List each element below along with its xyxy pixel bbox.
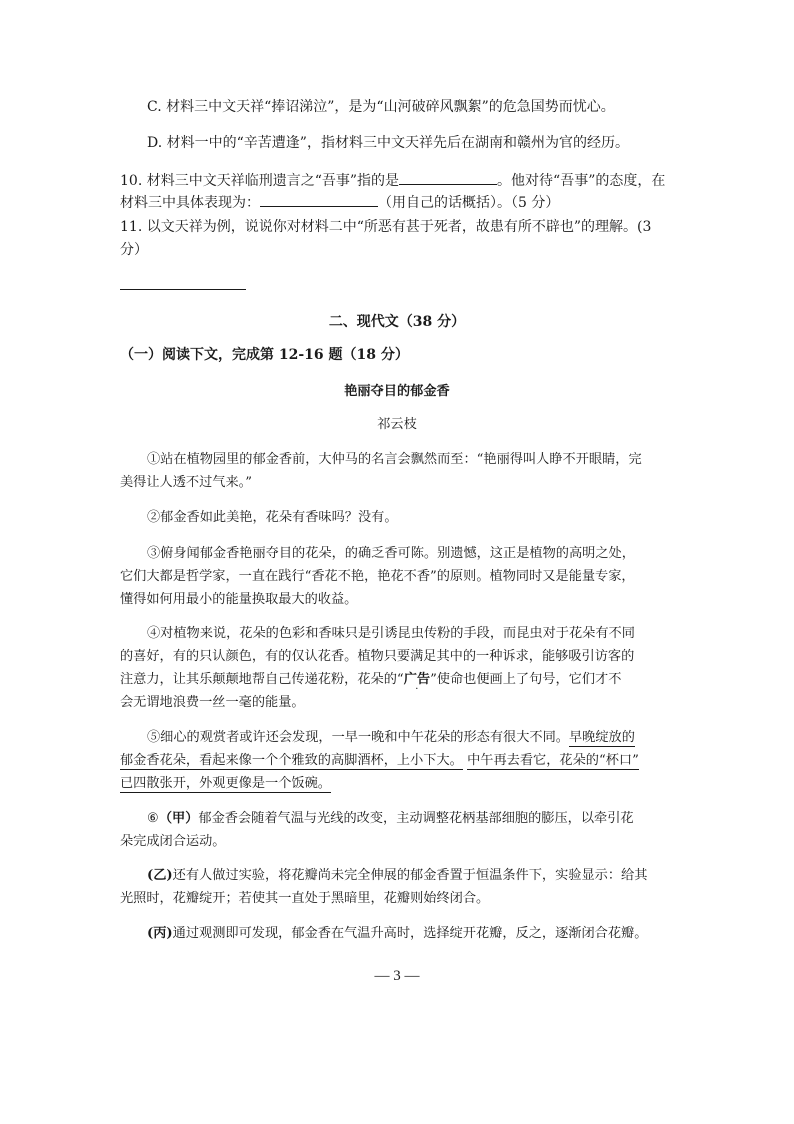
underlined-sentence: 郁金香花朵，看起来像一个个雅致的高脚酒杯，上小下大。 [120,753,463,768]
paragraph-7-line2: 光照时，花瓣绽开；若使其一直处于黑暗里，花瓣则始终闭合。 [120,891,490,906]
marker-yi: (乙) [147,868,173,883]
paragraph-4-text: 注意力，让其乐颠颠地帮自己传递花粉，花朵的“ [120,672,404,687]
paragraph-5-line2 [120,752,639,770]
question-11-line1: 11. 以文天祥为例，说说你对材料二中“所恶有甚于死者，故患有所不辟也”的理解。(3 [120,219,652,235]
section-part-heading: （一）阅读下文，完成第 12-16 题（18 分） [120,347,409,363]
underlined-sentence: 早晚绽放的 [569,730,635,745]
article-author: 祁云枝 [377,417,417,432]
underlined-sentence: 中午再去看它，花朵的“杯口” [467,753,639,768]
question-10-text: 。他对待“吾事”的态度，在 [497,173,666,189]
paragraph-5-line1 [147,729,635,747]
paragraph-5-line3 [120,775,331,793]
paragraph-7-text: 还有人做过实验，将花瓣尚未完全伸展的郁金香置于恒温条件下，实验显示：给其 [172,868,648,883]
answer-blank [260,192,378,207]
emphasis-dot: · [415,684,419,695]
paragraph-5-text: 一早一晚和中午花朵的形态有很大不同。 [331,730,569,745]
question-10-text: 10. 材料三中文天祥临刑遗言之“吾事”指的是 [120,173,400,189]
paragraph-4-line4: 会无谓地浪费一丝一毫的能量。 [120,695,305,710]
emphasized-word [403,672,431,695]
paragraph-4-line2: 的喜好，有的只认颜色，有的仅认花香。植物只要满足其中的一种诉求，能够吸引访客的 [120,649,635,664]
paragraph-6-text: 郁金香会随着气温与光线的改变，主动调整花柄基部细胞的膨压，以牵引花 [198,811,634,826]
paragraph-4-line3 [120,671,622,695]
paragraph-4-text: ”使命也便画上了句号，它们才不 [430,672,622,687]
question-10-line2 [120,192,559,212]
paragraph-8-text: 通过观测即可发现，郁金香在气温升高时，选择绽开花瓣，反之，逐渐闭合花瓣。 [172,926,648,941]
paragraph-6-number: ⑥ [147,811,159,826]
question-10-text: （用自己的话概括）。（5 分） [378,195,560,211]
paragraph-3-line1: ③俯身闻郁金香艳丽夺目的花朵，的确乏香可陈。别遗憾，这正是植物的高明之处， [147,546,635,561]
section-title: 二、现代文（38 分） [328,314,466,330]
marker-jia: （甲） [158,811,199,826]
paragraph-5-text: ⑤细心的观赏者或许还会发现， [147,730,332,745]
option-d: D. 材料一中的“辛苦遭逢”，指材料三中文天祥先后在湖南和赣州为官的经历。 [147,135,629,151]
paragraph-6-line1 [147,810,634,828]
paragraph-8-line1 [147,925,647,943]
marker-bing: (丙) [147,926,173,941]
article-title: 艳丽夺目的郁金香 [344,384,450,399]
page-number: — 3 — [374,968,420,984]
paragraph-3-line2: 它们大都是哲学家，一直在践行“香花不艳，艳花不香”的原则。植物同时又是能量专家， [120,569,635,584]
answer-line [120,289,246,290]
paragraph-2: ②郁金香如此美艳，花朵有香味吗？没有。 [147,510,398,525]
question-11-line2: 分） [120,242,148,258]
option-c: C. 材料三中文天祥“捧诏涕泣”，是为“山河破碎风飘絮”的危急国势而忧心。 [147,99,615,115]
paragraph-1-line2: 美得让人透不过气来。” [120,475,253,490]
question-10-text: 材料三中具体表现为： [120,195,260,211]
answer-blank [399,170,497,185]
underlined-sentence: 已四散张开，外观更像是一个饭碗。 [120,776,331,791]
paragraph-7-line1 [147,867,647,885]
paragraph-4-line1: ④对植物来说，花朵的色彩和香味只是引诱昆虫传粉的手段，而昆虫对于花朵有不同 [147,626,635,641]
question-10-line1 [120,170,665,190]
emphasized-word-text: 广告 [403,672,431,687]
paragraph-1-line1: ①站在植物园里的郁金香前，大仲马的名言会飘然而至：“艳丽得叫人睁不开眼睛，完 [147,452,642,467]
paragraph-6-line2: 朵完成闭合运动。 [120,834,226,849]
paragraph-3-line3: 懂得如何用最小的能量换取最大的收益。 [120,592,358,607]
